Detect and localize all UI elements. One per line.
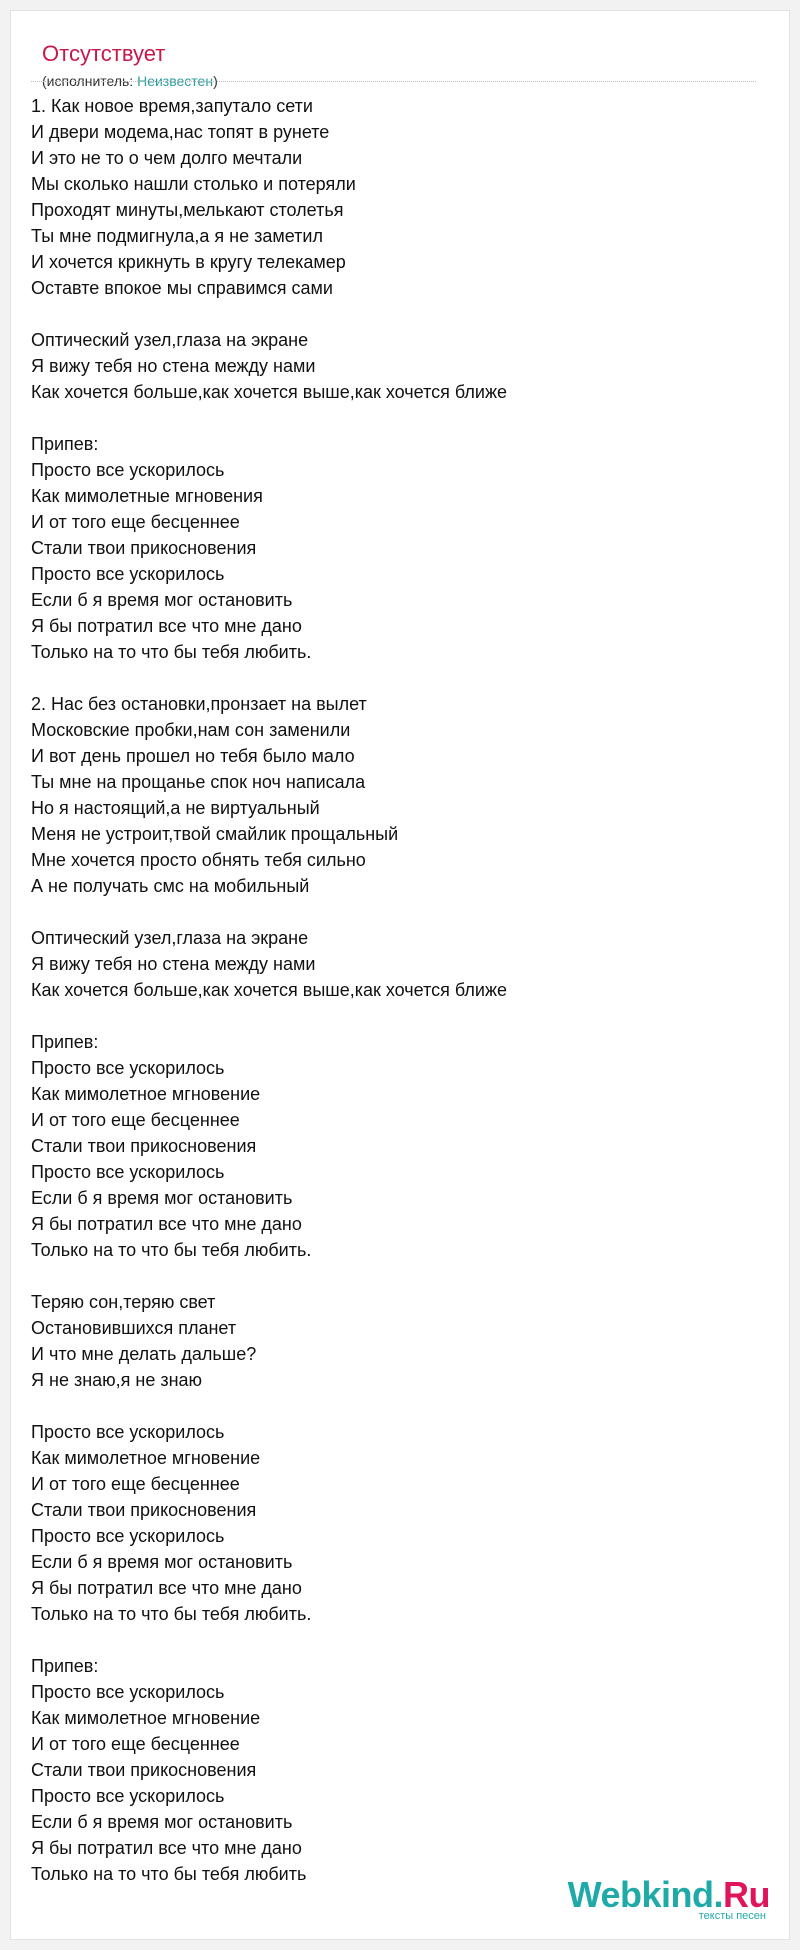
lyric-line: Остановившихся планет xyxy=(31,1318,237,1338)
lyric-line: Оставте впокое мы справимся сами xyxy=(31,278,333,298)
lyric-line: Я бы потратил все что мне дано xyxy=(31,1578,302,1598)
logo-web-text: Webkind xyxy=(567,1874,714,1915)
lyric-line: Только на то что бы тебя любить. xyxy=(31,1240,312,1260)
lyric-line: Как мимолетное мгновение xyxy=(31,1448,261,1468)
logo-wordmark xyxy=(568,1876,770,1914)
lyric-line: Просто все ускорилось xyxy=(31,460,225,480)
song-title: Отсутствует xyxy=(42,41,166,66)
lyric-line: Я бы потратил все что мне дано xyxy=(31,1214,302,1234)
lyric-line: Если б я время мог остановить xyxy=(31,1188,293,1208)
lyric-line: Просто все ускорилось xyxy=(31,1786,225,1806)
lyric-line: Ты мне на прощанье спок ноч написала xyxy=(31,772,366,792)
artist-prefix: (исполнитель: xyxy=(42,73,138,89)
lyric-line: И от того еще бесценнее xyxy=(31,1474,240,1494)
lyric-line: Я бы потратил все что мне дано xyxy=(31,616,302,636)
lyric-line: Ты мне подмигнула,а я не заметил xyxy=(31,226,323,246)
stanza-break xyxy=(31,1627,756,1653)
lyric-line: Просто все ускорилось xyxy=(31,564,225,584)
lyric-line: Я не знаю,я не знаю xyxy=(31,1370,203,1390)
lyric-line: Как мимолетные мгновения xyxy=(31,486,263,506)
lyric-line: Я вижу тебя но стена между нами xyxy=(31,356,316,376)
lyric-line: Я вижу тебя но стена между нами xyxy=(31,954,316,974)
header-divider xyxy=(31,81,756,82)
lyric-line: Как мимолетное мгновение xyxy=(31,1708,261,1728)
lyric-line: Просто все ускорилось xyxy=(31,1162,225,1182)
stanza-break xyxy=(31,1003,756,1029)
lyric-line: Я бы потратил все что мне дано xyxy=(31,1838,302,1858)
stanza-break xyxy=(31,1393,756,1419)
lyric-line: Как мимолетное мгновение xyxy=(31,1084,261,1104)
lyric-line: Просто все ускорилось xyxy=(31,1058,225,1078)
lyric-line: Если б я время мог остановить xyxy=(31,1812,293,1832)
lyric-line: А не получать смс на мобильный xyxy=(31,876,310,896)
lyric-line: Теряю сон,теряю свет xyxy=(31,1292,216,1312)
lyric-line: Мне хочется просто обнять тебя сильно xyxy=(31,850,366,870)
logo-dot-text: . xyxy=(713,1874,723,1915)
stanza-break xyxy=(31,1263,756,1289)
lyric-line: Припев: xyxy=(31,1656,99,1676)
artist-link[interactable]: Неизвестен xyxy=(137,73,214,89)
stanza-break xyxy=(31,899,756,925)
lyric-line: Меня не устроит,твой смайлик прощальный xyxy=(31,824,399,844)
lyric-line: Если б я время мог остановить xyxy=(31,1552,293,1572)
lyric-line: Мы сколько нашли столько и потеряли xyxy=(31,174,356,194)
lyric-line: 1. Как новое время,запутало сети xyxy=(31,96,313,116)
lyric-line: И это не то о чем долго мечтали xyxy=(31,148,303,168)
lyric-line: Припев: xyxy=(31,434,99,454)
lyric-line: Стали твои прикосновения xyxy=(31,1136,257,1156)
lyric-line: Просто все ускорилось xyxy=(31,1682,225,1702)
logo-ru-text: Ru xyxy=(723,1874,770,1915)
lyric-line: Только на то что бы тебя любить xyxy=(31,1864,307,1884)
lyric-line: Только на то что бы тебя любить. xyxy=(31,642,312,662)
lyric-line: И двери модема,нас топят в рунете xyxy=(31,122,330,142)
lyric-line: Стали твои прикосновения xyxy=(31,1500,257,1520)
lyric-line: Только на то что бы тебя любить. xyxy=(31,1604,312,1624)
stanza-break xyxy=(31,405,756,431)
lyric-line: Стали твои прикосновения xyxy=(31,1760,257,1780)
song-header xyxy=(42,41,767,90)
lyric-line: Оптический узел,глаза на экране xyxy=(31,330,309,350)
lyric-line: И от того еще бесценнее xyxy=(31,512,240,532)
lyric-line: Московские пробки,нам сон заменили xyxy=(31,720,351,740)
lyric-line: Но я настоящий,а не виртуальный xyxy=(31,798,320,818)
lyric-line: Если б я время мог остановить xyxy=(31,590,293,610)
lyric-line: И от того еще бесценнее xyxy=(31,1110,240,1130)
logo-subtitle: тексты песен xyxy=(698,1910,766,1922)
lyric-line: И вот день прошел но тебя было мало xyxy=(31,746,355,766)
lyric-line: Просто все ускорилось xyxy=(31,1526,225,1546)
artist-suffix: ) xyxy=(213,73,218,89)
lyric-line: Как хочется больше,как хочется выше,как хочется ближе xyxy=(31,980,507,1000)
lyric-line: Проходят минуты,мелькают столетья xyxy=(31,200,344,220)
webkind-logo[interactable] xyxy=(568,1876,770,1922)
lyric-line: Припев: xyxy=(31,1032,99,1052)
stanza-break xyxy=(31,665,756,691)
lyric-line: Как хочется больше,как хочется выше,как хочется ближе xyxy=(31,382,507,402)
lyric-line: И хочется крикнуть в кругу телекамер xyxy=(31,252,346,272)
stanza-break xyxy=(31,301,756,327)
lyric-line: 2. Нас без остановки,пронзает на вылет xyxy=(31,694,367,714)
lyric-line: И что мне делать дальше? xyxy=(31,1344,257,1364)
lyric-line: Просто все ускорилось xyxy=(31,1422,225,1442)
lyric-line: Оптический узел,глаза на экране xyxy=(31,928,309,948)
lyric-line: Стали твои прикосновения xyxy=(31,538,257,558)
lyric-line: И от того еще бесценнее xyxy=(31,1734,240,1754)
lyrics-text xyxy=(31,93,756,1887)
